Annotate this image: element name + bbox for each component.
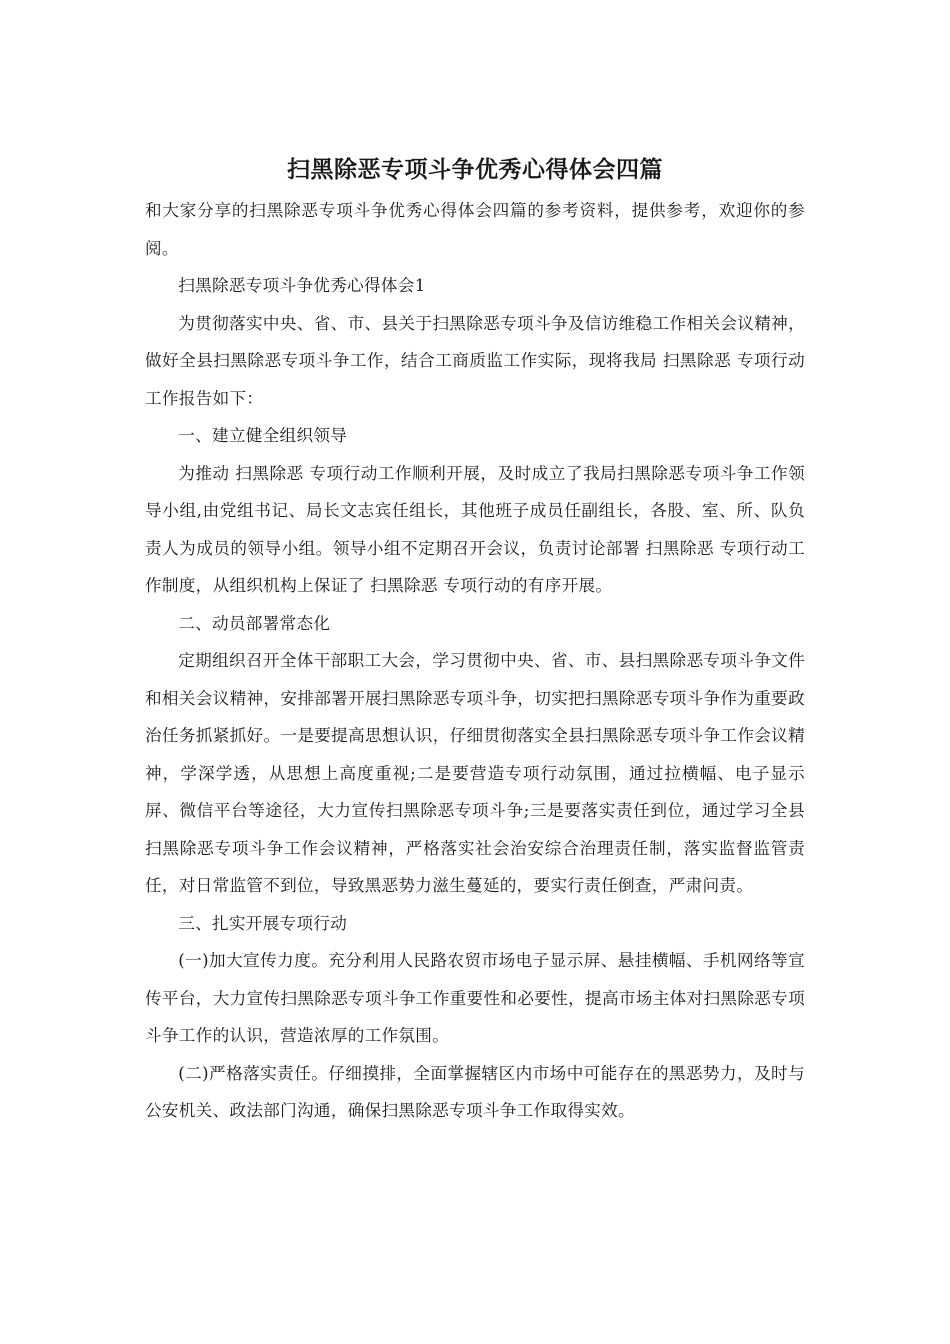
document-title: 扫黑除恶专项斗争优秀心得体会四篇 [287,157,663,183]
intro-paragraph: 和大家分享的扫黑除恶专项斗争优秀心得体会四篇的参考资料，提供参考，欢迎你的参阅。 [145,201,805,258]
body-paragraph: 定期组织召开全体干部职工大会，学习贯彻中央、省、市、县扫黑除恶专项斗争文件和相关会议精神，安排部署开展扫黑除恶专项斗争，切实把扫黑除恶专项斗争作为重要政治任务抓紧抓好。一是要提高思想认识，仔细贯彻落实全县扫黑除恶专项斗争工作会议精神，学深学透，从思想上高度重视;二是要营造专项行动氛围，通过拉横幅、电子显示屏、微信平台等途径，大力宣传扫黑除恶专项斗争;三是要落实责任到位，通过学习全县扫黑除恶专项斗争工作会议精神，严格落实社会治安综合治理责任制，落实监督监管责任，对日常监管不到位，导致黑恶势力滋生蔓延的，要实行责任倒查，严肃问责。 [145,651,805,895]
body-paragraph: (一)加大宣传力度。充分利用人民路农贸市场电子显示屏、悬挂横幅、手机网络等宣传平台，大力宣传扫黑除恶专项斗争工作重要性和必要性，提高市场主体对扫黑除恶专项斗争工作的认识，营造浓厚的工作氛围。 [145,951,805,1045]
subheading-organization: 一、建立健全组织领导 [178,426,348,445]
document-body [145,192,805,1130]
body-paragraph: (二)严格落实责任。仔细摸排，全面掌握辖区内市场中可能存在的黑恶势力，及时与公安机关、政法部门沟通，确保扫黑除恶专项斗争工作取得实效。 [145,1063,805,1120]
subheading-actions: 三、扎实开展专项行动 [178,913,348,933]
document-page [145,148,805,1130]
body-paragraph: 为贯彻落实中央、省、市、县关于扫黑除恶专项斗争及信访维稳工作相关会议精神，做好全县扫黑除恶专项斗争工作，结合工商质监工作实际，现将我局 扫黑除恶 专项行动工作报告如下： [145,313,805,408]
subheading-mobilization: 二、动员部署常态化 [178,613,331,633]
section-heading-1: 扫黑除恶专项斗争优秀心得体会1 [178,276,426,295]
body-paragraph: 为推动 扫黑除恶 专项行动工作顺利开展，及时成立了我局扫黑除恶专项斗争工作领导小组,由党组书记、局长文志宾任组长，其他班子成员任副组长，各股、室、所、队负责人为成员的领导小组。领导小组不定期召开会议，负责讨论部署 扫黑除恶 专项行动工作制度，从组织机构上保证了 扫黑除恶 专项行动的有序开展。 [145,463,805,595]
